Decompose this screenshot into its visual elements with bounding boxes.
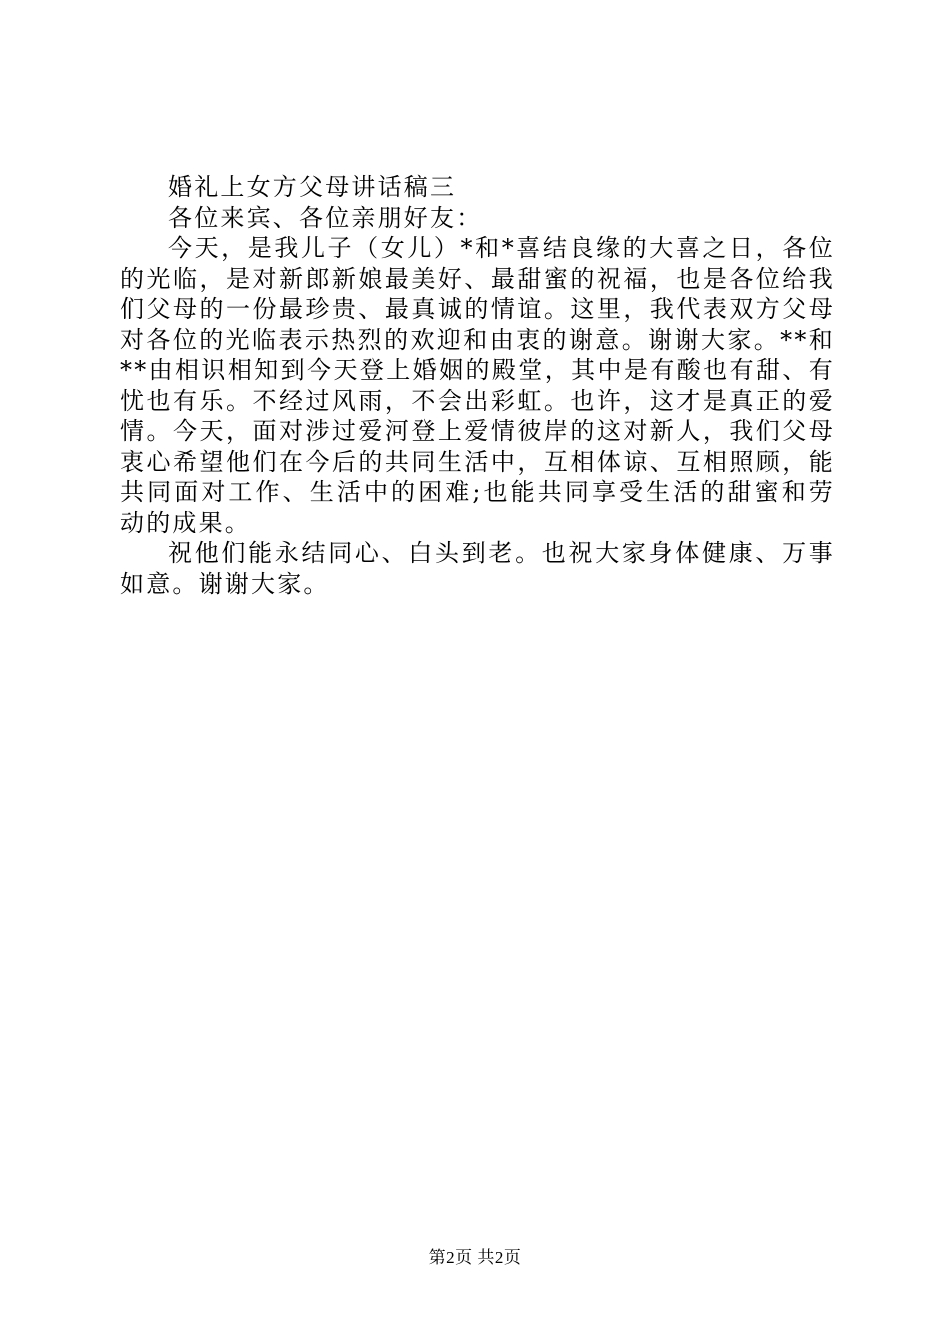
body-paragraph-2: 祝他们能永结同心、白头到老。也祝大家身体健康、万事如意。谢谢大家。 [120,539,835,598]
document-title: 婚礼上女方父母讲话稿三 [168,173,457,201]
body-paragraph-1: 今天，是我儿子（女儿）*和*喜结良缘的大喜之日，各位的光临，是对新郎新娘最美好、最甜蜜的祝福，也是各位给我们父母的一份最珍贵、最真诚的情谊。这里，我代表双方父母对各位的光临表示热烈的欢迎和由衷的谢意。谢谢大家。**和**由相识相知到今天登上婚姻的殿堂，其中是有酸也有甜、有忧也有乐。不经过风雨，不会出彩虹。也许，这才是真正的爱情。今天，面对涉过爱河登上爱情彼岸的这对新人，我们父母衷心希望他们在今后的共同生活中，互相体谅、互相照顾，能共同面对工作、生活中的困难;也能共同享受生活的甜蜜和劳动的成果。 [120,234,835,537]
document-body [120,172,835,599]
salutation: 各位来宾、各位亲朋好友： [168,203,483,232]
page-number-footer: 第2页 共2页 [428,1248,522,1267]
